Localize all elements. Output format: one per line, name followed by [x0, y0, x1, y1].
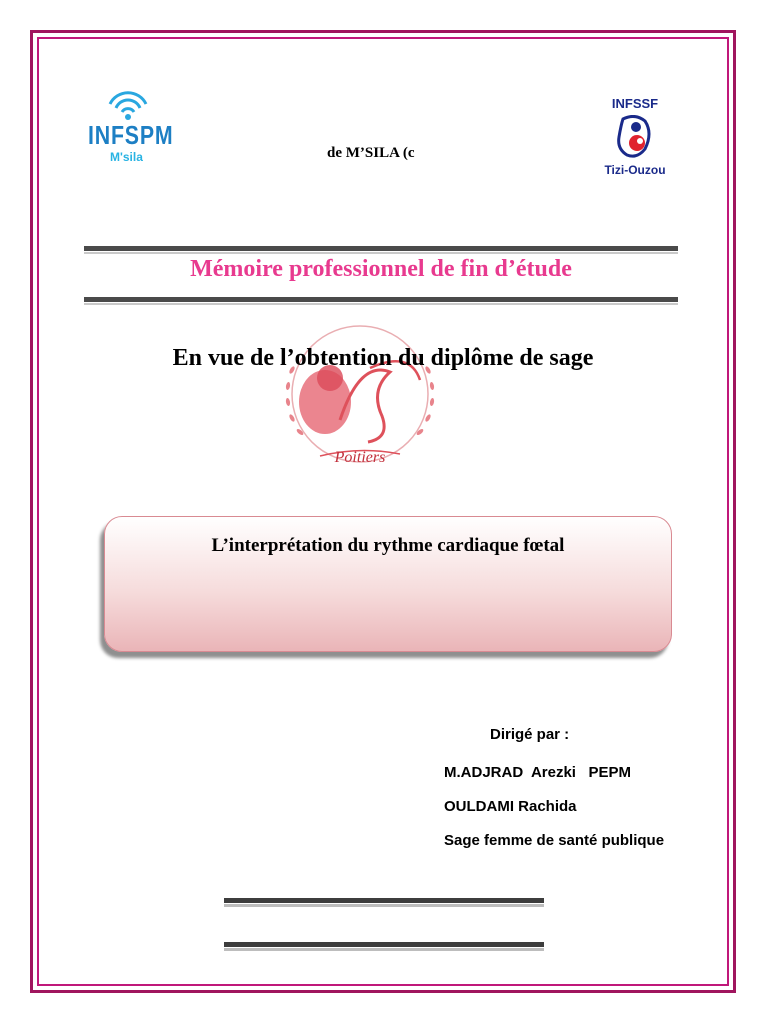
thesis-title-box: [104, 516, 672, 652]
stamp-caption: Poitiers: [334, 449, 386, 466]
director-line: M.ADJRAD Arezki PEPM: [444, 764, 631, 781]
infspm-logo-name: INFSPM: [88, 120, 174, 150]
fetus-stamp-icon: [270, 320, 450, 470]
infssf-logo-name: INFSSF: [611, 96, 659, 111]
thesis-title: L’interprétation du rythme cardiaque fœtal: [211, 535, 565, 556]
infssf-logo-city: Tizi-Ouzou: [604, 163, 666, 177]
title-rule-bottom: [84, 297, 678, 302]
memoire-title: Mémoire professionnel de fin d’étude: [190, 256, 572, 282]
institution-header-text: de M’SILA (c: [327, 145, 415, 161]
director-line: Sage femme de santé publique: [444, 832, 665, 849]
mother-child-emblem-icon: [615, 115, 655, 161]
footer-rule-bottom: [224, 942, 544, 947]
footer-rule-top: [224, 898, 544, 903]
director-line: OULDAMI Rachida: [444, 798, 577, 815]
title-rule-top-shadow: [84, 252, 678, 254]
infspm-logo: [88, 88, 174, 178]
infssf-logo: [590, 96, 680, 186]
wifi-signal-icon: [106, 88, 150, 122]
title-rule-top: [84, 246, 678, 251]
diploma-subtitle: En vue de l’obtention du diplôme de sage: [172, 345, 594, 371]
sf-poitiers-stamp: [270, 320, 450, 475]
footer-rule-top-shadow: [224, 904, 544, 907]
directors-label: Dirigé par :: [490, 726, 570, 743]
infspm-logo-city: M'sila: [110, 150, 143, 164]
title-rule-bottom-shadow: [84, 303, 678, 305]
footer-rule-bottom-shadow: [224, 948, 544, 951]
